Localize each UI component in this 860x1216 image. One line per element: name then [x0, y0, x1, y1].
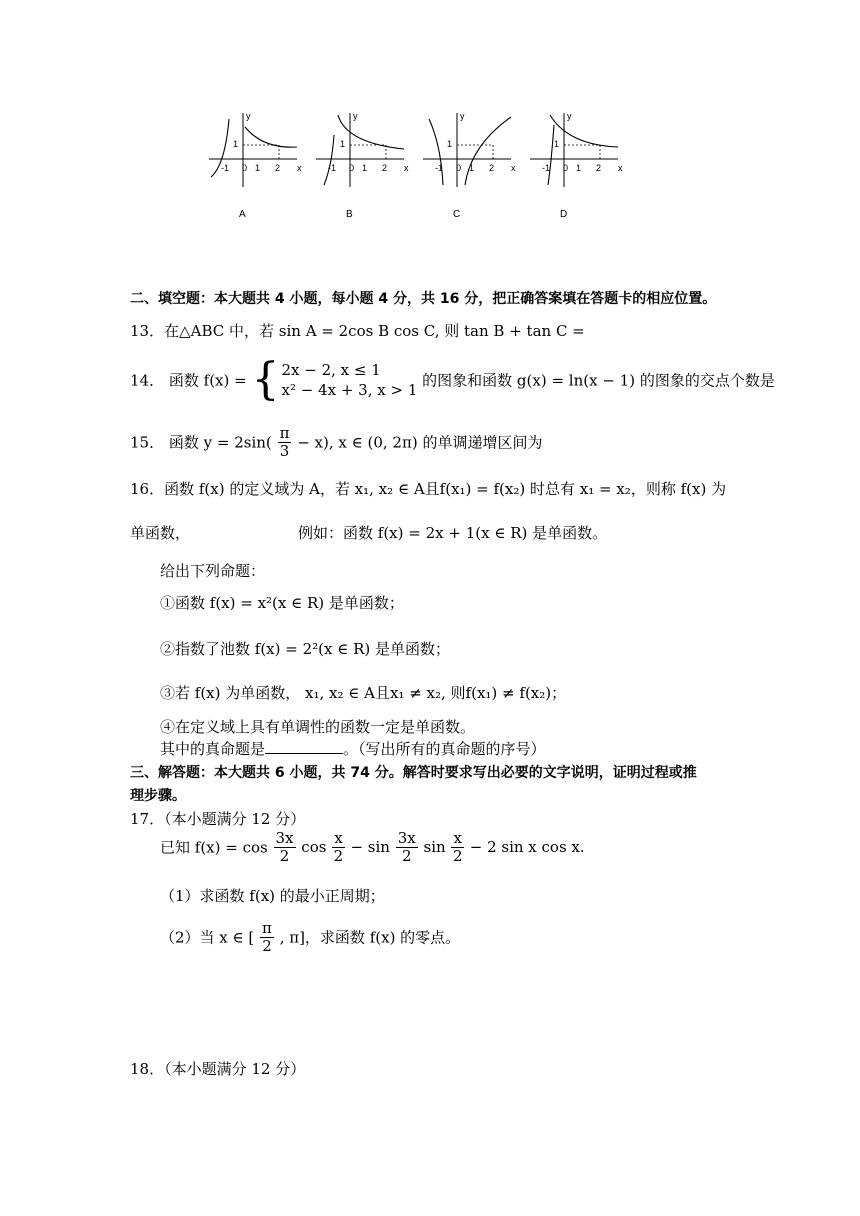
graph-y-label: y [567, 111, 572, 121]
q17-frac-2-num: x [334, 829, 343, 847]
q14-case-1: 2x − 2, x ≤ 1 [281, 360, 381, 379]
graph-tick-label: 1 [362, 163, 368, 173]
graph-tick-label: -1 [542, 163, 551, 173]
q16-line1: 函数 f(x) 的定义域为 A，若 x₁, x₂ ∈ A且f(x₁) = f(x₂) 时总有 x₁ = x₂，则称 f(x) 为 [164, 480, 727, 498]
q13-text: 在△ABC 中，若 sin A = 2cos B cos C, 则 tan B + tan C = [164, 322, 585, 340]
q16-intro: 给出下列命题： [160, 562, 266, 580]
graph-tick-label: -1 [435, 163, 444, 173]
graph-option-label: A [239, 209, 246, 220]
graph-option-label: B [346, 209, 353, 220]
q17-tail: − 2 sin x cos x. [469, 838, 585, 856]
graph-y-tick: 1 [233, 139, 239, 149]
graph-panel [205, 105, 635, 225]
graph-tick-label: 2 [489, 163, 495, 173]
q16-answer-suffix: 。（写出所有的真命题的序号） [343, 740, 546, 758]
graph-y-label: y [353, 111, 358, 121]
section-2-heading: 二、填空题：本大题共 4 小题，每小题 4 分，共 16 分，把正确答案填在答题卡的相应位置。 [130, 291, 717, 307]
question-18-header [130, 1058, 305, 1079]
q17-frac-1-num: 3x [275, 829, 294, 847]
question-15 [130, 425, 542, 459]
q17-given [160, 830, 585, 864]
q16-item-3: ③若 f(x) 为单函数， x₁, x₂ ∈ A且x₁ ≠ x₂, 则f(x₁) ≠ f(x₂)； [160, 684, 567, 702]
graph-curve [465, 117, 511, 185]
q17-frac-4-den: 2 [452, 846, 463, 865]
q16-answer-line [160, 738, 546, 759]
question-16-line-1 [130, 478, 726, 499]
question-17-header [130, 808, 305, 829]
q16-line2b: 例如：函数 f(x) = 2x + 1(x ∈ R) 是单函数。 [298, 524, 608, 542]
graph-y-tick: 1 [340, 139, 346, 149]
graph-tick-label: 1 [469, 163, 475, 173]
q14-piecewise [251, 354, 418, 405]
q14-cases [281, 360, 417, 401]
q17-frac-1-den: 2 [279, 846, 290, 865]
graph-x-label: x [404, 163, 409, 173]
graph-tick-label: 1 [576, 163, 582, 173]
q17-part2-prefix: （2）当 x ∈ [ [160, 928, 255, 947]
q16-item-1: ①函数 f(x) = x²(x ∈ R) 是单函数； [160, 594, 404, 612]
graph-tick-label: 2 [275, 163, 281, 173]
q17-part2-frac-den: 2 [262, 936, 272, 955]
graph-curve [548, 125, 554, 185]
q17-frac-4 [451, 830, 463, 864]
q18-number: 18． [130, 1060, 165, 1078]
graph-tick-label: -1 [221, 163, 230, 173]
question-13 [130, 320, 585, 341]
section-3-heading-line-1: 三、解答题：本大题共 6 小题，共 74 分。解答时要求写出必要的文字说明，证明过程或推 [130, 765, 697, 781]
graph-tick-label: 0 [563, 163, 569, 173]
section-3-heading-line-2: 理步骤。 [130, 788, 186, 804]
graph-x-label: x [297, 163, 302, 173]
q17-frac-4-num: x [453, 829, 462, 847]
graph-y-tick: 1 [447, 139, 453, 149]
graph-curve [429, 119, 443, 185]
graph-tick-label: 1 [255, 163, 261, 173]
graph-tick-label: 0 [242, 163, 248, 173]
graph-y-tick: 1 [554, 139, 560, 149]
q14-brace: { [251, 354, 280, 405]
graph-option-label: C [453, 209, 461, 220]
q17-part-1: （1）求函数 f(x) 的最小正周期； [160, 887, 385, 905]
q17-given-prefix: 已知 f(x) = cos [160, 838, 268, 857]
q16-answer-prefix: 其中的真命题是 [160, 740, 266, 758]
graph-option-label: D [560, 209, 568, 220]
graph-y-label: y [246, 111, 251, 121]
q14-case-2: x² − 4x + 3, x > 1 [281, 381, 418, 399]
q15-frac-den: 3 [279, 441, 290, 460]
q15-frac-num: π [279, 424, 290, 442]
q15-fraction [278, 425, 292, 459]
answer-graphs [205, 105, 635, 225]
q15-number: 15． [130, 433, 165, 452]
q14-number: 14． [130, 371, 165, 390]
graph-curve [324, 135, 337, 185]
q15-suffix: − x), x ∈ (0, 2π) 的单调递增区间为 [297, 433, 543, 452]
q17-part2-suffix: , π]，求函数 f(x) 的零点。 [279, 928, 461, 947]
q17-frac-3-num: 3x [397, 829, 416, 847]
graph-tick-label: 2 [596, 163, 602, 173]
graph-tick-label: 0 [456, 163, 462, 173]
q17-part-2 [160, 920, 460, 954]
q17-number: 17． [130, 810, 165, 828]
q17-part2-fraction [260, 920, 274, 954]
graph-tick-label: 2 [382, 163, 388, 173]
q17-part2-frac-num: π [262, 919, 272, 937]
q17-frac-1 [274, 830, 296, 864]
graph-curve [550, 115, 618, 147]
q17-frac-2-den: 2 [333, 846, 344, 865]
q16-item-4: ④在定义域上具有单调性的函数一定是单函数。 [160, 718, 476, 736]
q17-minus-sin: − sin [350, 838, 390, 856]
q16-line2a: 单函数， [130, 524, 191, 542]
graph-x-label: x [618, 163, 623, 173]
q17-sin: sin [423, 838, 446, 856]
q17-frac-2 [332, 830, 344, 864]
q13-number: 13． [130, 322, 165, 340]
q17-frac-3 [396, 830, 418, 864]
graph-tick-label: 0 [349, 163, 355, 173]
graph-x-label: x [511, 163, 516, 173]
q14-suffix: 的图象和函数 g(x) = ln(x − 1) 的图象的交点个数是 [422, 371, 775, 390]
q18-score: （本小题满分 12 分） [164, 1060, 306, 1078]
q17-score: （本小题满分 12 分） [164, 810, 306, 828]
q16-number: 16． [130, 480, 165, 498]
q17-frac-3-den: 2 [401, 846, 412, 865]
q15-prefix: 函数 y = 2sin( [168, 433, 272, 452]
q14-prefix: 函数 f(x) = [168, 371, 247, 390]
graph-curve [245, 127, 297, 147]
graph-curve [338, 115, 404, 149]
q16-item-2: ②指数了池数 f(x) = 2²(x ∈ R) 是单函数； [160, 640, 451, 658]
graph-tick-label: -1 [328, 163, 337, 173]
graph-y-label: y [460, 111, 465, 121]
q16-answer-blank [265, 739, 343, 754]
question-14 [130, 354, 775, 405]
q17-cos: cos [301, 838, 327, 856]
